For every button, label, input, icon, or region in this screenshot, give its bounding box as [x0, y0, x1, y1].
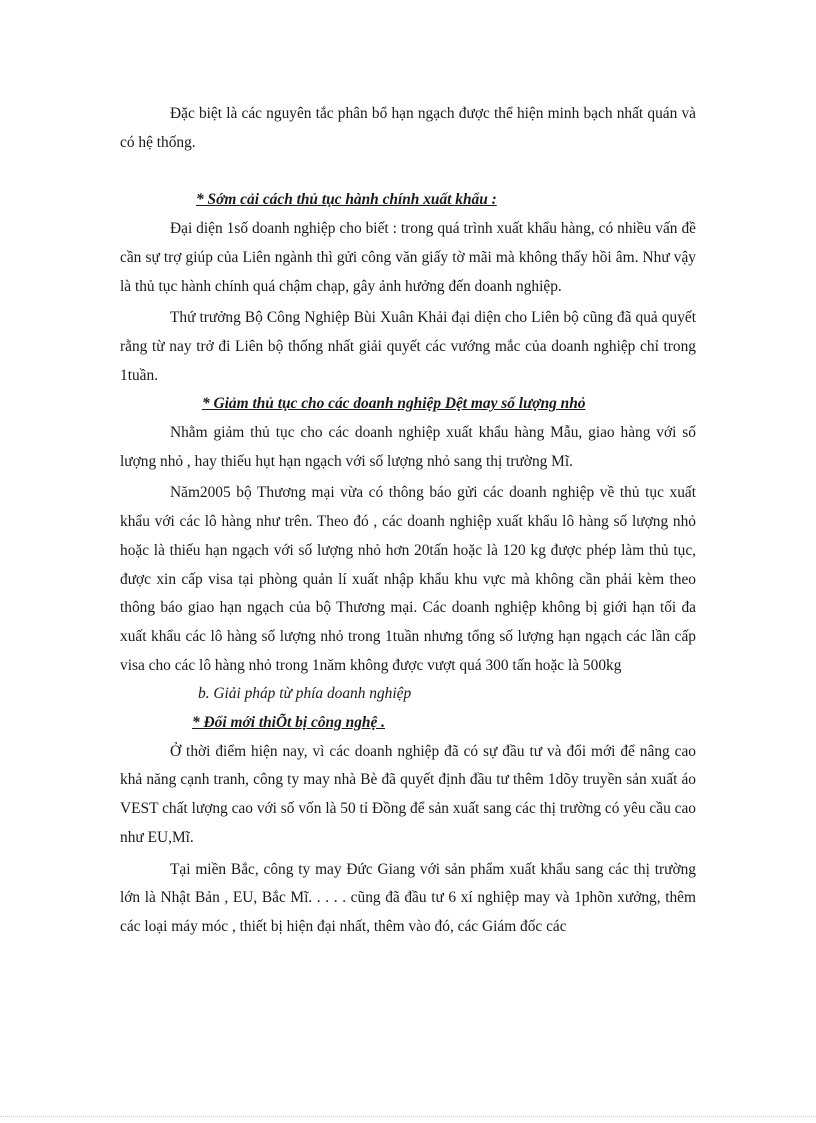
subheading-enterprise-solutions: b. Giải pháp từ phía doanh nghiệp	[198, 685, 412, 703]
paragraph-deputy-minister: Thứ trưởng Bộ Công Nghiệp Bùi Xuân Khải đại diện cho Liên bộ cũng đã quả quyết rằng từ nay trở đi Liên bộ thống nhất giải quyết các vướng mắc của doanh nghiệp chỉ trong 1tuần.	[120, 309, 696, 384]
paragraph-ministry-notice: Năm2005 bộ Thương mại vừa có thông báo gửi các doanh nghiệp về thủ tục xuất khẩu với các lô hàng như trên. Theo đó , các doanh nghiệp xuất khẩu lô hàng số lượng nhỏ hoặc là thiếu hạn ngạch với số lượng nhỏ hơn 20tấn hoặc là 120 kg được phép làm thủ tục, được xin cấp visa tại phòng quản lí xuất nhập khẩu khu vực mà không cần phải kèm theo thông báo giao hạn ngạch của bộ Thương mại. Các doanh nghiệp không bị giới hạn tối đa xuất khẩu các lô hàng số lượng nhỏ trong 1tuần nhưng tổng số lượng hạn ngạch các lần cấp visa cho các lô hàng nhỏ trong 1năm không được vượt quá 300 tấn hoặc là 500kg	[120, 484, 696, 674]
heading-equipment-renewal: * Đổi mới thiÕt bị công nghệ .	[192, 714, 385, 732]
page-content	[120, 100, 696, 942]
heading-admin-reform: * Sớm cải cách thủ tục hành chính xuất khẩu :	[196, 191, 497, 209]
paragraph-quota-principles: Đặc biệt là các nguyên tắc phân bổ hạn ngạch được thể hiện minh bạch nhất quán và có hệ thống.	[120, 105, 696, 151]
page-bottom-divider	[0, 1116, 816, 1117]
paragraph-sample-goods: Nhằm giảm thủ tục cho các doanh nghiệp xuất khẩu hàng Mẫu, giao hàng với số lượng nhỏ , hay thiếu hụt hạn ngạch với số lượng nhỏ sang thị trường Mĩ.	[120, 424, 696, 470]
heading-reduce-procedures: * Giảm thủ tục cho các doanh nghiệp Dệt may số lượng nhỏ	[202, 395, 586, 413]
paragraph-nha-be-investment: Ở thời điểm hiện nay, vì các doanh nghiệp đã có sự đầu tư và đổi mới để nâng cao khả năng cạnh tranh, công ty may nhà Bè đã quyết định đầu tư thêm 1dõy truyền sản xuất áo VEST chất lượng cao với số vốn là 50 tỉ Đồng để sản xuất sang các thị trường có yêu cầu cao như EU,Mĩ.	[120, 742, 696, 846]
paragraph-duc-giang: Tại miền Bắc, công ty may Đức Giang với sản phẩm xuất khẩu sang các thị trường lớn là Nhật Bản , EU, Bắc Mĩ. . . . . cũng đã đầu tư 6 xí nghiệp may và 1phõn xưởng, thêm các loại máy móc , thiết bị hiện đại nhất, thêm vào đó, các Giám đốc các	[120, 860, 696, 935]
paragraph-enterprise-feedback: Đại diện 1số doanh nghiệp cho biết : trong quá trình xuất khẩu hàng, có nhiều vấn đề cần sự trợ giúp của Liên ngành thì gửi công văn giấy tờ mãi mà không thấy hồi âm. Như vậy là thủ tục hành chính quá chậm chạp, gây ảnh hưởng đến doanh nghiệp.	[120, 220, 696, 295]
